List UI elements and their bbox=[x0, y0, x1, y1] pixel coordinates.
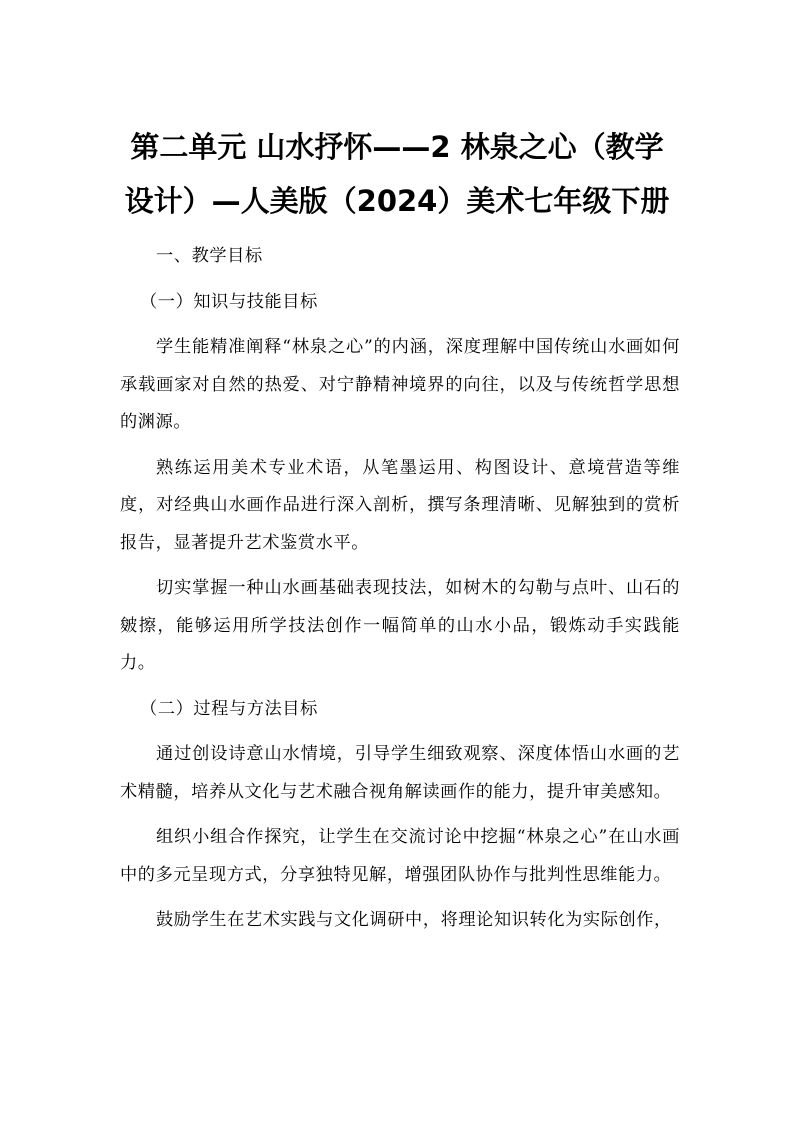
paragraph: 组织小组合作探究，让学生在交流讨论中挖掘“林泉之心”在山水画中的多元呈现方式，分享独特见解，增强团队协作与批判性思维能力。 bbox=[120, 827, 680, 885]
subsection-heading: （二）过程与方法目标 bbox=[140, 698, 318, 719]
subsection-heading: （一）知识与技能目标 bbox=[140, 291, 318, 312]
section-heading: 一、教学目标 bbox=[156, 246, 263, 266]
paragraph: 鼓励学生在艺术实践与文化调研中，将理论知识转化为实际创作， bbox=[156, 910, 672, 930]
paragraph: 切实掌握一种山水画基础表现技法，如树木的勾勒与点叶、山石的皴擦，能够运用所学技法创作一幅简单的山水小品，锻炼动手实践能力。 bbox=[120, 578, 680, 673]
document-title bbox=[110, 120, 684, 228]
paragraph: 熟练运用美术专业术语，从笔墨运用、构图设计、意境营造等维度，对经典山水画作品进行深入剖析，撰写条理清晰、见解独到的赏析报告，显著提升艺术鉴赏水平。 bbox=[120, 457, 680, 553]
title-line-1: 第二单元 山水抒怀——2 林泉之心（教学 bbox=[130, 130, 664, 164]
title-line-2: 设计）—人美版（2024）美术七年级下册 bbox=[124, 184, 670, 218]
paragraph: 通过创设诗意山水情境，引导学生细致观察、深度体悟山水画的艺术精髓，培养从文化与艺术融合视角解读画作的能力，提升审美感知。 bbox=[120, 744, 680, 802]
document-body bbox=[120, 238, 680, 948]
paragraph: 学生能精准阐释“林泉之心”的内涵，深度理解中国传统山水画如何承载画家对自然的热爱、对宁静精神境界的向往，以及与传统哲学思想的渊源。 bbox=[120, 337, 680, 432]
